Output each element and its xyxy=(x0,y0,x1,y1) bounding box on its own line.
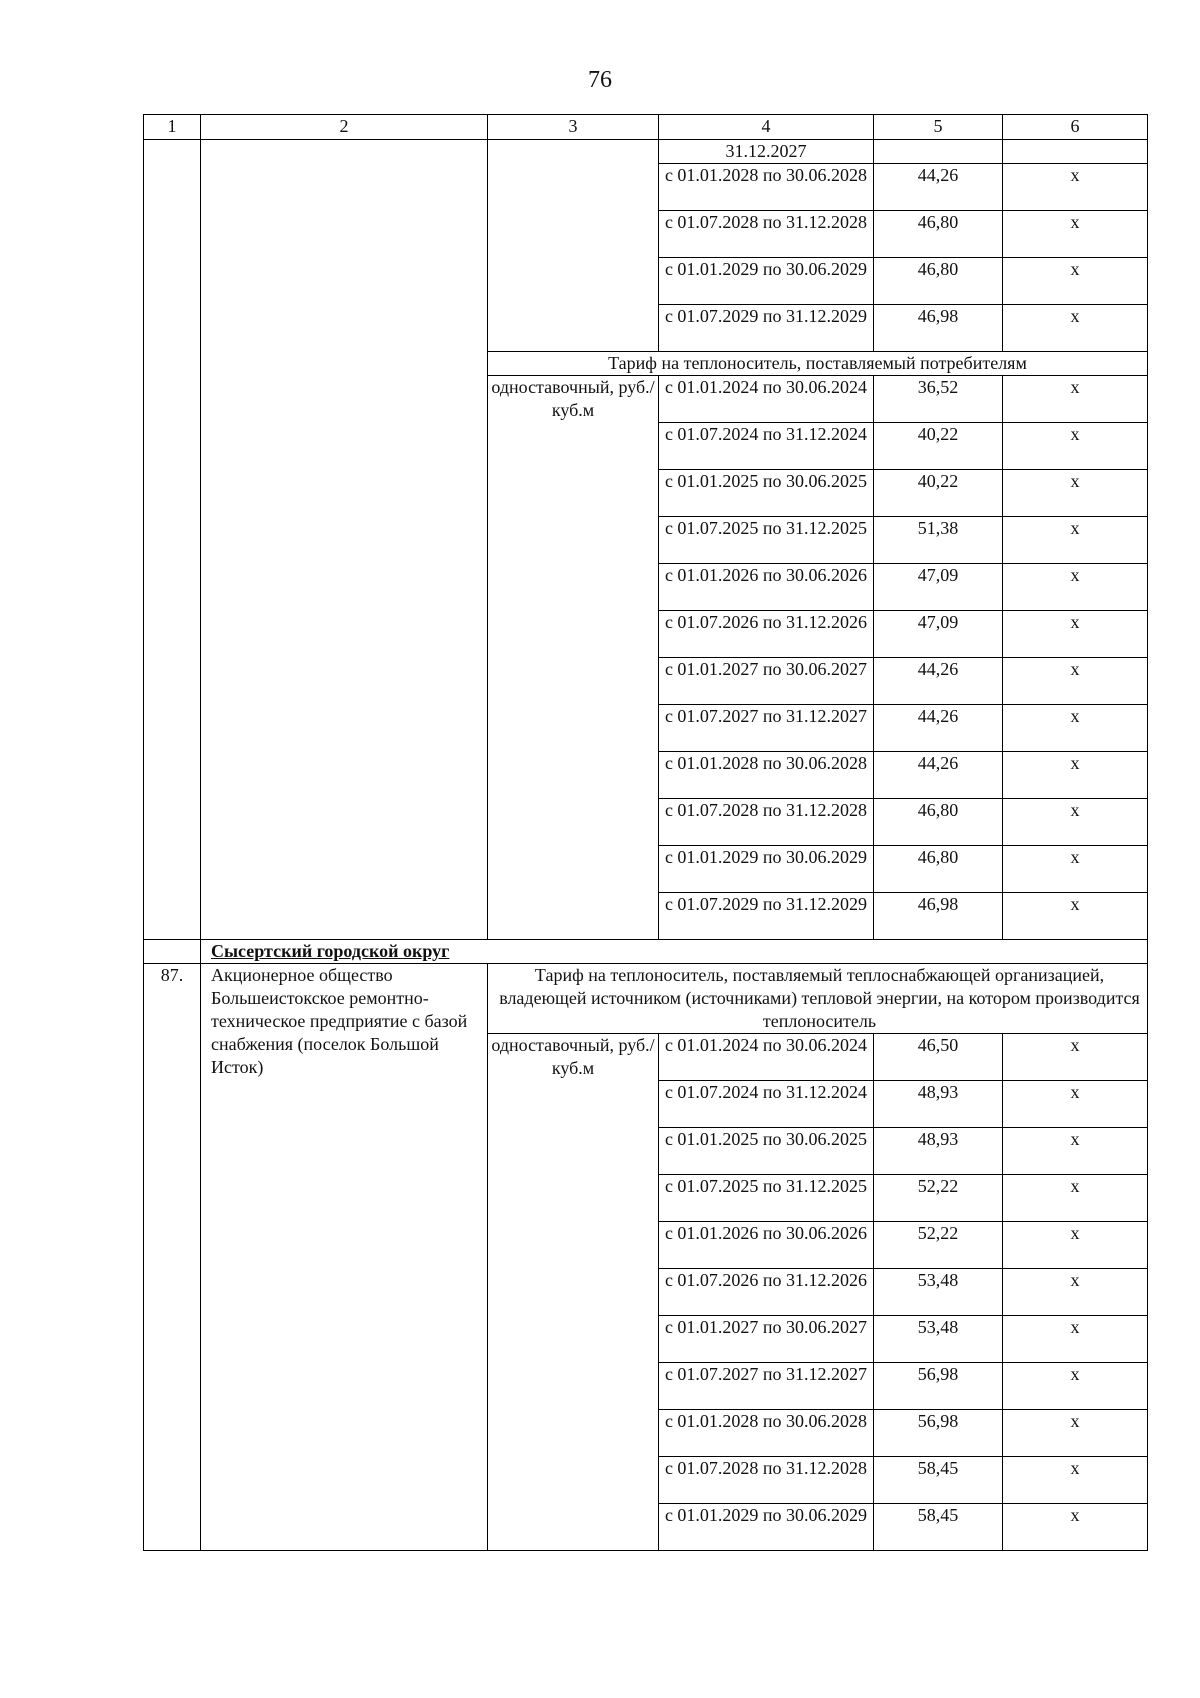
value-cell: 47,09 xyxy=(874,564,1003,611)
value-cell: 56,98 xyxy=(874,1363,1003,1410)
col6-cell: х xyxy=(1003,1034,1148,1081)
period-cell: с 01.01.2028 по 30.06.2028 xyxy=(659,752,874,799)
period-cell: с 01.07.2028 по 31.12.2028 xyxy=(659,1457,874,1504)
value-cell: 53,48 xyxy=(874,1269,1003,1316)
header-cell: 5 xyxy=(874,115,1003,140)
col6-cell: х xyxy=(1003,376,1148,423)
period-cell: с 01.07.2027 по 31.12.2027 xyxy=(659,1363,874,1410)
value-cell: 44,26 xyxy=(874,752,1003,799)
period-cell: с 01.07.2026 по 31.12.2026 xyxy=(659,1269,874,1316)
col6-cell: х xyxy=(1003,564,1148,611)
value-cell: 46,98 xyxy=(874,305,1003,352)
value-cell: 44,26 xyxy=(874,705,1003,752)
col6-cell: х xyxy=(1003,752,1148,799)
value-cell: 44,26 xyxy=(874,164,1003,211)
period-cell: с 01.07.2029 по 31.12.2029 xyxy=(659,305,874,352)
period-cell: с 01.07.2028 по 31.12.2028 xyxy=(659,799,874,846)
table-row xyxy=(144,964,1148,1034)
number-cell xyxy=(144,140,201,940)
period-cell: с 01.01.2027 по 30.06.2027 xyxy=(659,1316,874,1363)
section-cell xyxy=(201,940,1148,964)
value-cell: 58,45 xyxy=(874,1504,1003,1551)
period-cell: с 01.01.2029 по 30.06.2029 xyxy=(659,846,874,893)
header-cell: 2 xyxy=(201,115,488,140)
value-cell: 46,80 xyxy=(874,846,1003,893)
period-cell: с 01.01.2027 по 30.06.2027 xyxy=(659,658,874,705)
col6-cell: х xyxy=(1003,1269,1148,1316)
col6-cell: х xyxy=(1003,799,1148,846)
col6-cell: х xyxy=(1003,658,1148,705)
page-number: 76 xyxy=(588,67,612,93)
col6-cell: х xyxy=(1003,211,1148,258)
col6-cell: х xyxy=(1003,611,1148,658)
period-cell: с 01.01.2028 по 30.06.2028 xyxy=(659,1410,874,1457)
header-cell: 3 xyxy=(488,115,659,140)
value-cell: 40,22 xyxy=(874,423,1003,470)
value-cell: 46,80 xyxy=(874,211,1003,258)
col6-cell: х xyxy=(1003,305,1148,352)
value-cell: 48,93 xyxy=(874,1128,1003,1175)
period-cell: с 01.07.2028 по 31.12.2028 xyxy=(659,211,874,258)
number-cell: 87. xyxy=(144,964,201,1551)
value-cell: 47,09 xyxy=(874,611,1003,658)
organization-cell xyxy=(201,140,488,940)
col6-cell: х xyxy=(1003,1363,1148,1410)
value-cell: 46,50 xyxy=(874,1034,1003,1081)
col6-cell xyxy=(1003,140,1148,164)
value-cell xyxy=(874,140,1003,164)
col6-cell: х xyxy=(1003,1128,1148,1175)
value-cell: 52,22 xyxy=(874,1222,1003,1269)
tariff-title: Тариф на теплоноситель, поставляемый потребителям xyxy=(488,352,1148,376)
value-cell: 48,93 xyxy=(874,1081,1003,1128)
col6-cell: х xyxy=(1003,470,1148,517)
col6-cell: х xyxy=(1003,1457,1148,1504)
tariff-type-cell: одноставочный, руб./куб.м xyxy=(488,376,659,940)
period-cell: с 01.07.2025 по 31.12.2025 xyxy=(659,517,874,564)
value-cell: 46,98 xyxy=(874,893,1003,940)
value-cell: 52,22 xyxy=(874,1175,1003,1222)
period-cell: с 01.01.2029 по 30.06.2029 xyxy=(659,258,874,305)
number-cell xyxy=(144,940,201,964)
period-cell: с 01.01.2026 по 30.06.2026 xyxy=(659,1222,874,1269)
period-cell: с 01.07.2026 по 31.12.2026 xyxy=(659,611,874,658)
col6-cell: х xyxy=(1003,1175,1148,1222)
value-cell: 51,38 xyxy=(874,517,1003,564)
period-cell: с 01.07.2024 по 31.12.2024 xyxy=(659,1081,874,1128)
section-row xyxy=(144,940,1148,964)
value-cell: 58,45 xyxy=(874,1457,1003,1504)
col6-cell: х xyxy=(1003,517,1148,564)
period-cell: с 01.01.2025 по 30.06.2025 xyxy=(659,1128,874,1175)
tariff-type-cell: одноставочный, руб./куб.м xyxy=(488,1034,659,1551)
col6-cell: х xyxy=(1003,1081,1148,1128)
header-cell: 4 xyxy=(659,115,874,140)
value-cell: 46,80 xyxy=(874,258,1003,305)
col6-cell: х xyxy=(1003,1410,1148,1457)
col6-cell: х xyxy=(1003,423,1148,470)
value-cell: 56,98 xyxy=(874,1410,1003,1457)
organization-cell: Акционерное общество Большеистокское ремонтно-техническое предприятие с базой снабжения (поселок Большой Исток) xyxy=(201,964,488,1551)
tariff-table xyxy=(143,114,1148,1551)
col6-cell: х xyxy=(1003,705,1148,752)
header-cell: 1 xyxy=(144,115,201,140)
value-cell: 46,80 xyxy=(874,799,1003,846)
tariff-title: Тариф на теплоноситель, поставляемый теплоснабжающей организацией, владеющей источником (источниками) тепловой энергии, на котором производится теплоноситель xyxy=(488,964,1148,1034)
period-cell: с 01.07.2025 по 31.12.2025 xyxy=(659,1175,874,1222)
period-cell: 31.12.2027 xyxy=(659,140,874,164)
header-cell: 6 xyxy=(1003,115,1148,140)
value-cell: 44,26 xyxy=(874,658,1003,705)
col6-cell: х xyxy=(1003,893,1148,940)
header-row xyxy=(144,115,1148,140)
period-cell: с 01.01.2028 по 30.06.2028 xyxy=(659,164,874,211)
period-cell: с 01.07.2027 по 31.12.2027 xyxy=(659,705,874,752)
tariff-type-cell xyxy=(488,140,659,352)
period-cell: с 01.07.2029 по 31.12.2029 xyxy=(659,893,874,940)
col6-cell: х xyxy=(1003,1504,1148,1551)
col6-cell: х xyxy=(1003,258,1148,305)
period-cell: с 01.01.2024 по 30.06.2024 xyxy=(659,1034,874,1081)
period-cell: с 01.01.2029 по 30.06.2029 xyxy=(659,1504,874,1551)
col6-cell: х xyxy=(1003,846,1148,893)
table-row xyxy=(144,140,1148,164)
col6-cell: х xyxy=(1003,1316,1148,1363)
col6-cell: х xyxy=(1003,164,1148,211)
value-cell: 53,48 xyxy=(874,1316,1003,1363)
col6-cell: х xyxy=(1003,1222,1148,1269)
period-cell: с 01.01.2025 по 30.06.2025 xyxy=(659,470,874,517)
section-title: Сысертский городской округ xyxy=(211,941,450,961)
period-cell: с 01.01.2026 по 30.06.2026 xyxy=(659,564,874,611)
value-cell: 40,22 xyxy=(874,470,1003,517)
period-cell: с 01.07.2024 по 31.12.2024 xyxy=(659,423,874,470)
value-cell: 36,52 xyxy=(874,376,1003,423)
period-cell: с 01.01.2024 по 30.06.2024 xyxy=(659,376,874,423)
